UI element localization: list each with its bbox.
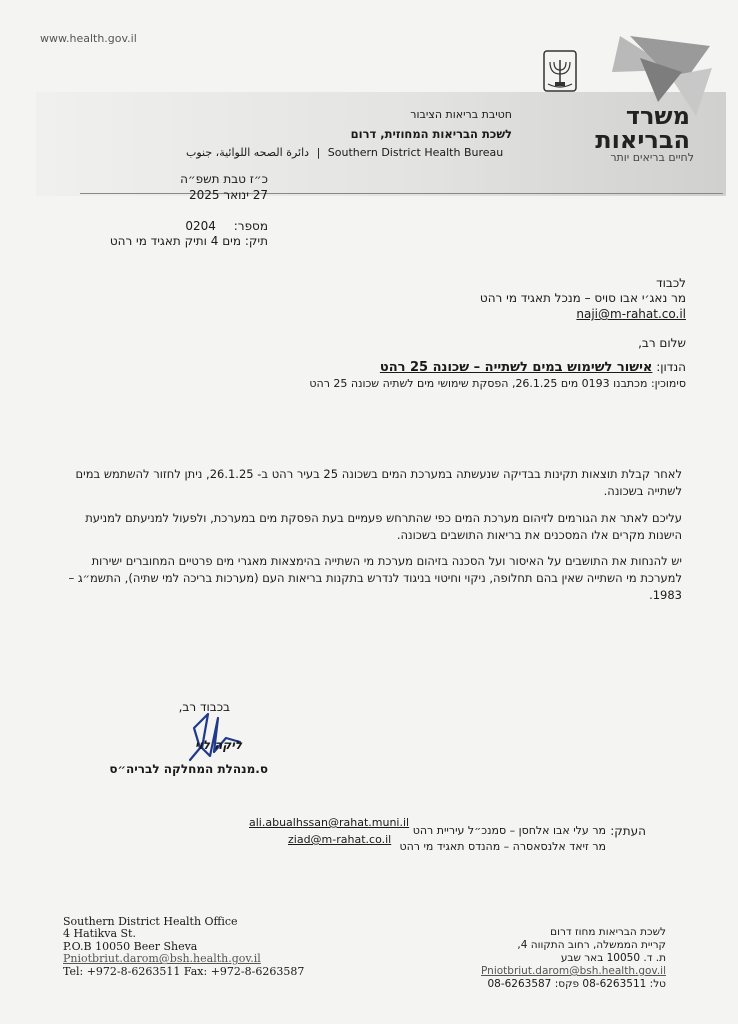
reference-line: [309, 377, 686, 390]
footer-en-line3: P.O.B 10050 Beer Sheva: [63, 939, 198, 953]
ministry-name: [595, 104, 690, 152]
subject-label: הנדון:: [656, 360, 686, 374]
to-email-link[interactable]: naji@m-rahat.co.il: [576, 307, 686, 321]
ministry-name-line2: הבריאות: [595, 126, 690, 154]
reference-label: סימוכין:: [650, 377, 686, 390]
number-label: מספר:: [233, 219, 268, 233]
state-emblem-icon: [540, 48, 580, 98]
footer-he-phone: טל: 08-6263511 פקס: 08-6263587: [487, 978, 666, 990]
bureau-name-arabic: دائرة الصحه اللوائية، جنوب: [186, 146, 310, 159]
footer-english: [63, 916, 304, 978]
footer-en-line1: Southern District Health Office: [63, 915, 238, 928]
cc-name-2: מר זיאד אלנסאסרה – מהנדס תאגיד מי רהט: [399, 840, 606, 853]
bureau-name-english: Southern District Health Bureau: [327, 146, 504, 159]
ministry-tagline: לחיים בריאים יותר: [610, 151, 694, 164]
bureau-separator: |: [316, 146, 321, 159]
to-name: מר נאג׳י אבו סויס – מנכל תאגיד מי רהט: [479, 291, 686, 305]
subject-text: אישור לשימוש במים לשתייה – שכונה 25 רהט: [379, 360, 653, 375]
cc-email-1[interactable]: ali.abualhssan@rahat.muni.il: [249, 816, 410, 829]
footer-hebrew: [481, 926, 666, 991]
hebrew-date: כ״ז טבת תשפ״ה: [180, 172, 268, 186]
signer-title: ס.מנהלת המחלקה לבריה״ס: [109, 762, 268, 776]
reference-number: [185, 219, 268, 233]
reference-text: מכתבנו 0193 מים 26.1.25, הפסקת שימושי מים לשתיה שכונה 25 רהט: [309, 377, 648, 390]
body-paragraph-1: לאחר קבלת תוצאות תקינות בבדיקה שנעשתה במערכת המים בשכונה 25 בעיר רהט ב- 26.1.25, ניתן לחזור להשתמש במים לשתייה בשכונה.: [75, 467, 682, 498]
footer-he-line3: ת. ד. 10050 באר שבע: [560, 952, 666, 964]
footer-he-email[interactable]: Pniotbriut.darom@bsh.health.gov.il: [481, 965, 666, 977]
greeting: שלום רב,: [638, 336, 686, 350]
cc-name-1: מר עלי אבו אלחסן – סמנכ״ל עיריית רהט: [412, 824, 606, 837]
footer-he-line2: קריית הממשלה, רחוב התקווה 4,: [517, 939, 666, 951]
file-label: תיק:: [244, 234, 268, 248]
file-value: מים 4 ותיק תאגיד מי רהט: [109, 234, 242, 248]
bureau-name-hebrew: לשכת הבריאות המחוזית, דרום: [350, 127, 512, 141]
subject-line: [380, 360, 686, 375]
signer-name: ליקה לוי: [195, 738, 242, 752]
file-reference: [110, 234, 268, 248]
to-label: לכבוד: [656, 276, 686, 290]
body-paragraph-2: עליכם לאתר את הגורמים לזיהום מערכת המים כפי שהתרחש פעמיים בעת הפסקת מים במערכת, ולפעול למניעתם למניעת הישנות מקרים אלו המסכנים את בריאות התושבים בשכונה.: [85, 511, 682, 542]
website-url[interactable]: www.health.gov.il: [40, 32, 137, 45]
cc-email-2[interactable]: ziad@m-rahat.co.il: [288, 833, 392, 846]
footer-en-email[interactable]: Pniotbriut.darom@bsh.health.gov.il: [63, 952, 261, 966]
division-name: חטיבת בריאות הציבור: [410, 108, 512, 121]
number-value: 0204: [185, 219, 216, 233]
footer-he-line1: לשכת הבריאות מחוז דרום: [550, 926, 666, 938]
body-paragraph-3: יש להנחות את התושבים על האיסור ועל הסכנה בזיהום מערכת מי השתייה בהימצאות מאגרי מים פרטיים המחוברים ישירות למערכת מי השתייה שאין בהם תחלופה, ניקוי וחיטוי בניגוד לנדרש בתקנות בריאות העם (מערכות בריכה למי שתיה), התשמ״ג –1983.: [68, 554, 682, 602]
closing: בכבוד רב,: [178, 700, 230, 714]
footer-en-line2: 4 Hatikva St.: [63, 927, 136, 941]
gregorian-date: 27 ינואר 2025: [188, 188, 268, 202]
ministry-name-line1: משרד: [625, 102, 690, 130]
footer-en-phone: Tel: +972-8-6263511 Fax: +972-8-6263587: [63, 964, 305, 978]
cc-label: העתק:: [610, 824, 646, 838]
bureau-line: [186, 146, 503, 159]
header-divider: [80, 193, 723, 194]
